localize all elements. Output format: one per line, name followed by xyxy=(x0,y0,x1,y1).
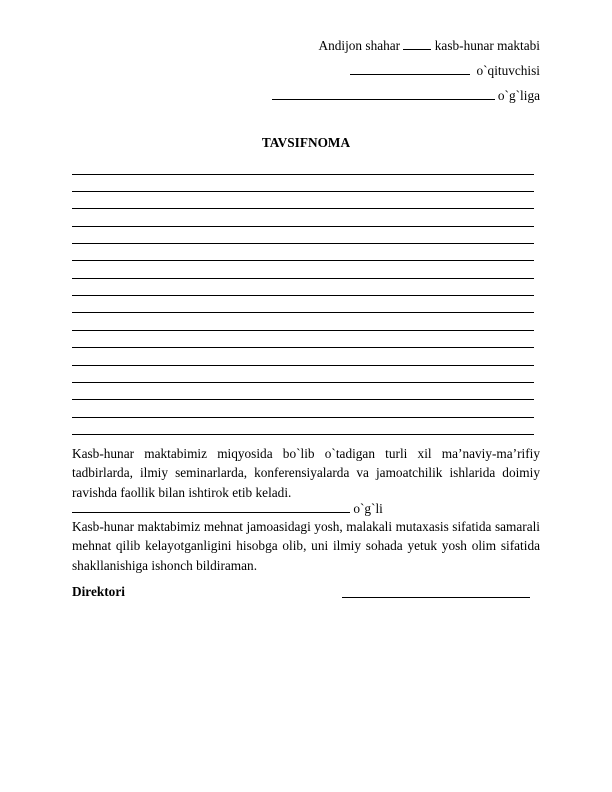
school-number-blank[interactable] xyxy=(403,37,431,50)
blank-line[interactable] xyxy=(72,330,534,331)
blank-line[interactable] xyxy=(72,417,534,418)
blank-line[interactable] xyxy=(72,295,534,296)
father-name-blank[interactable] xyxy=(72,500,350,513)
recipient-header-line xyxy=(272,87,540,104)
blank-line[interactable] xyxy=(72,226,534,227)
blank-line[interactable] xyxy=(72,174,534,175)
blank-line[interactable] xyxy=(72,365,534,366)
blank-line[interactable] xyxy=(72,347,534,348)
teacher-header-line xyxy=(350,62,540,79)
blank-line[interactable] xyxy=(72,382,534,383)
school-label: kasb-hunar maktabi xyxy=(434,38,540,53)
blank-line[interactable] xyxy=(72,278,534,279)
blank-line[interactable] xyxy=(72,434,534,435)
blank-line[interactable] xyxy=(72,312,534,313)
school-header-line xyxy=(318,37,540,54)
son-of-label: o`g`li xyxy=(353,501,383,516)
participation-paragraph: Kasb-hunar maktabimiz miqyosida bo`lib o`tadigan turli xil ma’naviy-ma’rifiy tadbirlarda, ilmiy seminarlarda, konferensiyalarda va jamoatchilik ishlarida doimiy ravishda faollik bilan ishtirok etib keladi. xyxy=(72,446,540,500)
recipient-name-blank[interactable] xyxy=(272,87,495,100)
city-label: Andijon shahar xyxy=(318,38,401,53)
recommendation-paragraph: Kasb-hunar maktabimiz mehnat jamoasidagi yosh, malakali mutaxasis sifatida samarali mehnat qilib kelayotganligini hisobga olib, uni ilmiy sohada yetuk yosh olim sifatida shakllanishiga ishonch bildiraman. xyxy=(72,519,540,573)
teacher-label: o`qituvchisi xyxy=(476,63,540,78)
document-title: TAVSIFNOMA xyxy=(261,135,351,150)
blank-line[interactable] xyxy=(72,208,534,209)
blank-line[interactable] xyxy=(72,243,534,244)
director-label: Direktori xyxy=(72,584,125,599)
son-of-line xyxy=(72,500,383,517)
teacher-subject-blank[interactable] xyxy=(350,62,470,75)
blank-line[interactable] xyxy=(72,399,534,400)
blank-line[interactable] xyxy=(72,191,534,192)
blank-line[interactable] xyxy=(72,260,534,261)
director-signature-line[interactable] xyxy=(342,597,530,598)
recipient-label: o`g`liga xyxy=(497,88,540,103)
